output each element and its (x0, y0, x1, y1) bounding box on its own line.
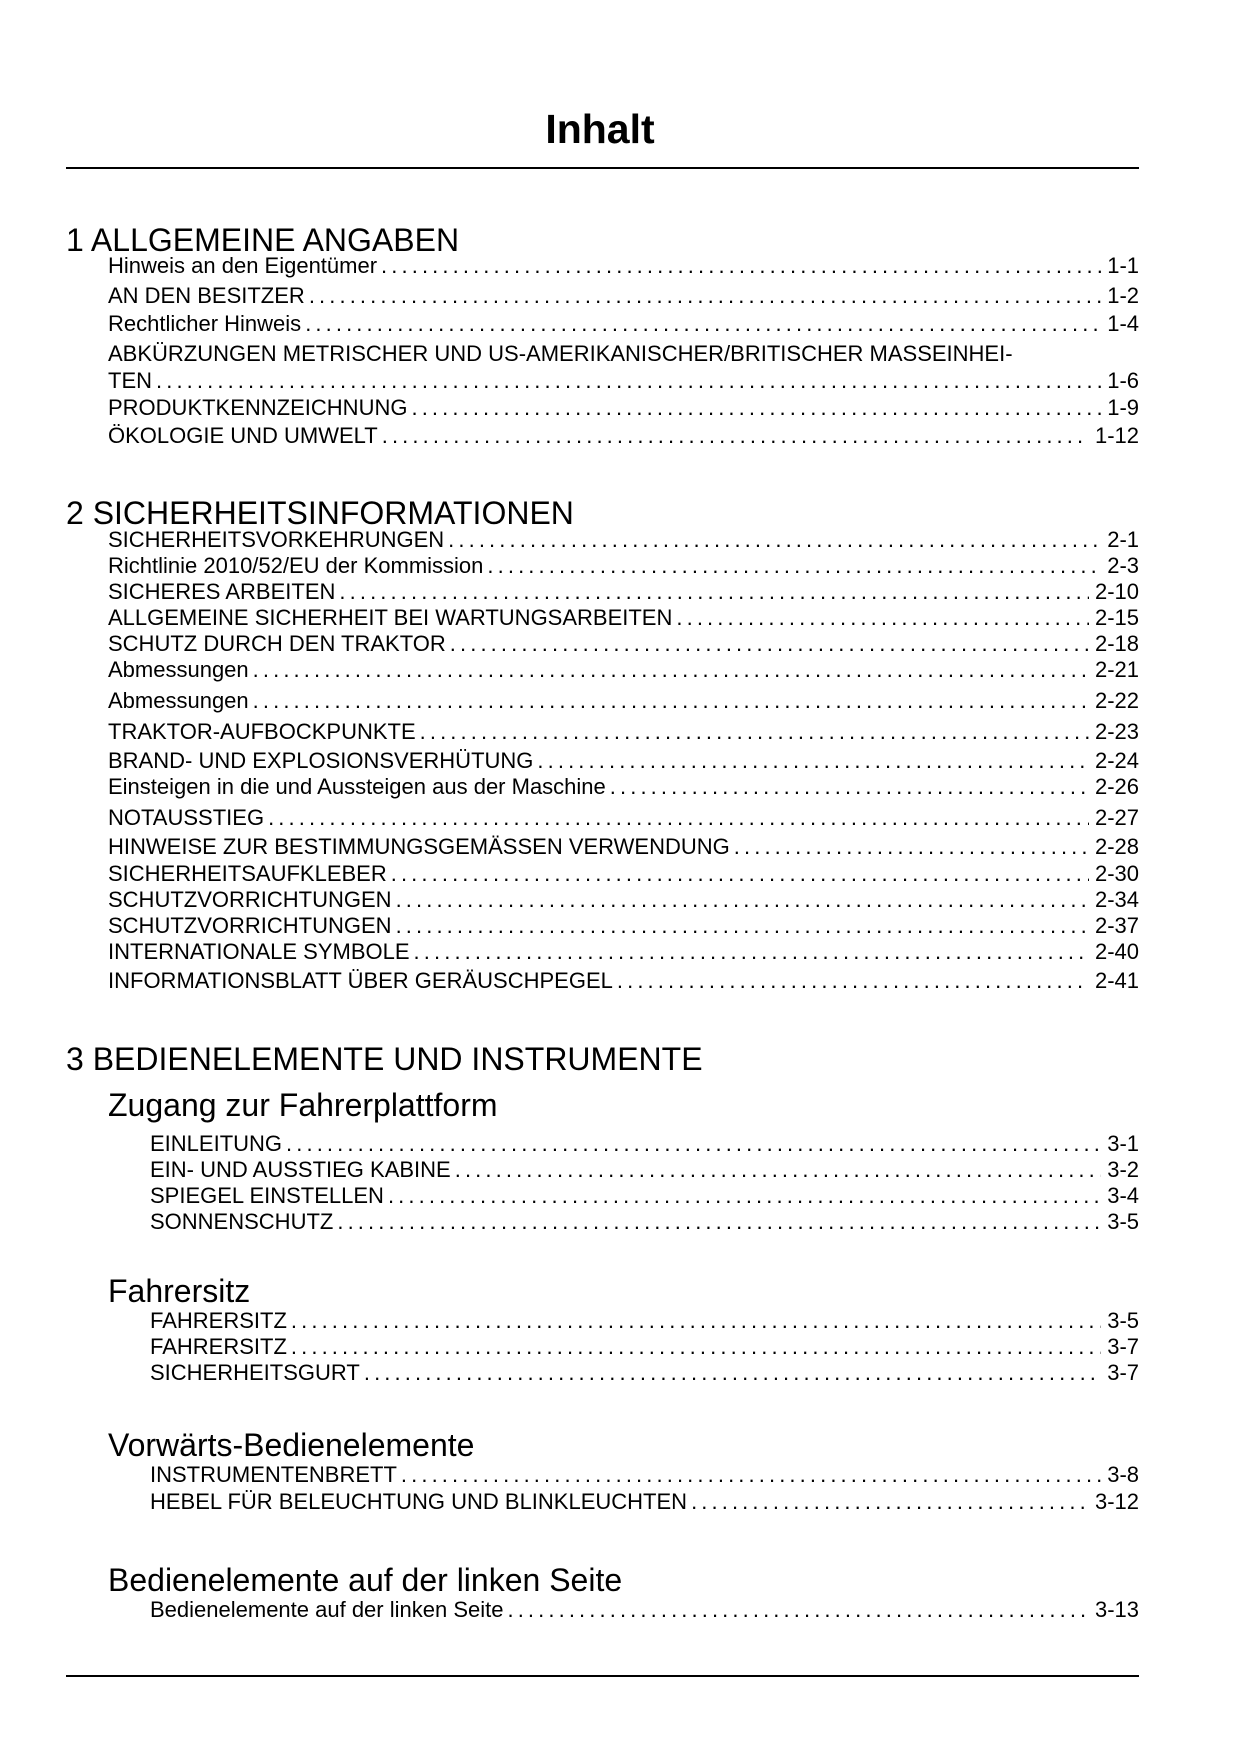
toc-entry-label: ÖKOLOGIE UND UMWELT (108, 423, 378, 448)
toc-entry-page: 3-5 (1107, 1209, 1139, 1234)
toc-entry-page: 3-13 (1094, 1597, 1139, 1622)
toc-entry-page: 2-27 (1094, 805, 1139, 830)
toc-entry-page: 2-21 (1094, 657, 1139, 682)
toc-entry[interactable] (108, 253, 1139, 279)
toc-entry-page: 3-7 (1107, 1334, 1139, 1359)
toc-entry-label: INTERNATIONALE SYMBOLE (108, 939, 410, 964)
toc-entry[interactable] (108, 368, 1139, 394)
toc-entry-page: 1-12 (1094, 423, 1139, 448)
bottom-divider (66, 1675, 1139, 1677)
toc-entry[interactable] (108, 527, 1139, 553)
toc-entry-page: 2-28 (1094, 834, 1139, 859)
toc-entry[interactable] (150, 1360, 1139, 1386)
toc-entry-label: HINWEISE ZUR BESTIMMUNGSGEMÄSSEN VERWENDUNG (108, 834, 730, 859)
toc-entry[interactable] (108, 605, 1139, 631)
dot-leader (420, 719, 1089, 745)
toc-entry-label: SICHERHEITSGURT (150, 1360, 360, 1385)
toc-entry[interactable] (150, 1597, 1139, 1623)
toc-entry[interactable] (108, 688, 1139, 714)
dot-leader (286, 1131, 1101, 1157)
toc-entry[interactable] (108, 311, 1139, 337)
toc-entry-page: 2-30 (1094, 861, 1139, 886)
dot-leader (253, 688, 1089, 714)
dot-leader (734, 834, 1089, 860)
dot-leader (156, 368, 1101, 394)
toc-entry[interactable] (108, 834, 1139, 860)
toc-entry-label: FAHRERSITZ (150, 1308, 287, 1333)
dot-leader (339, 579, 1089, 605)
toc-entry-label: Rechtlicher Hinweis (108, 311, 302, 336)
top-divider (66, 167, 1139, 169)
dot-leader (253, 657, 1089, 683)
toc-entry[interactable] (150, 1308, 1139, 1334)
toc-entry[interactable] (150, 1157, 1139, 1183)
dot-leader (388, 1183, 1101, 1209)
toc-entry[interactable] (108, 553, 1139, 579)
toc-entry-label: Bedienelemente auf der linken Seite (150, 1597, 504, 1622)
toc-entry-label: Einsteigen in die und Aussteigen aus der Maschine (108, 774, 606, 799)
dot-leader (396, 887, 1089, 913)
dot-leader (396, 913, 1089, 939)
toc-entry-label: SONNENSCHUTZ (150, 1209, 334, 1234)
dot-leader (337, 1209, 1101, 1235)
toc-entry-label: SICHERHEITSVORKEHRUNGEN (108, 527, 445, 552)
section-heading: Zugang zur Fahrerplattform (108, 1087, 498, 1123)
page-title: Inhalt (545, 106, 655, 152)
toc-entry[interactable] (108, 631, 1139, 657)
dot-leader (537, 748, 1089, 774)
toc-entry[interactable] (150, 1462, 1139, 1488)
toc-entry-label: SCHUTZVORRICHTUNGEN (108, 913, 392, 938)
toc-entry-label: EIN- UND AUSSTIEG KABINE (150, 1157, 451, 1182)
toc-entry-label: FAHRERSITZ (150, 1334, 287, 1359)
toc-entry-label: Abmessungen (108, 688, 249, 713)
toc-entry[interactable] (108, 579, 1139, 605)
dot-leader (411, 395, 1101, 421)
dot-leader (448, 527, 1101, 553)
toc-entry-label: HEBEL FÜR BELEUCHTUNG UND BLINKLEUCHTEN (150, 1489, 688, 1514)
toc-entry-page: 3-5 (1107, 1308, 1139, 1333)
toc-entry-label: SICHERHEITSAUFKLEBER (108, 861, 387, 886)
toc-entry-label: Hinweis an den Eigentümer (108, 253, 378, 278)
toc-entry-page: 1-9 (1107, 395, 1139, 420)
toc-entry[interactable] (108, 805, 1139, 831)
toc-entry-page: 3-7 (1107, 1360, 1139, 1385)
dot-leader (382, 423, 1089, 449)
toc-entry-page: 1-4 (1107, 311, 1139, 336)
dot-leader (487, 553, 1101, 579)
toc-entry-page: 2-1 (1107, 527, 1139, 552)
toc-entry[interactable] (108, 283, 1139, 309)
chapter-heading-3: 3 BEDIENELEMENTE UND INSTRUMENTE (66, 1041, 703, 1077)
toc-entry-page: 2-3 (1107, 553, 1139, 578)
dot-leader (450, 631, 1089, 657)
toc-entry-page: 2-22 (1094, 688, 1139, 713)
toc-entry-label: TRAKTOR-AUFBOCKPUNKTE (108, 719, 416, 744)
dot-leader (291, 1308, 1101, 1334)
dot-leader (676, 605, 1089, 631)
section-heading: Fahrersitz (108, 1273, 251, 1309)
toc-entry-label: BRAND- UND EXPLOSIONSVERHÜTUNG (108, 748, 534, 773)
dot-leader (610, 774, 1089, 800)
toc-entry[interactable] (108, 748, 1139, 774)
dot-leader (381, 253, 1101, 279)
toc-entry[interactable] (108, 913, 1139, 939)
dot-leader (309, 283, 1101, 309)
toc-entry-page: 2-15 (1094, 605, 1139, 630)
dot-leader (617, 968, 1089, 994)
toc-entry-page: 3-8 (1107, 1462, 1139, 1487)
toc-entry[interactable] (108, 774, 1139, 800)
dot-leader (691, 1489, 1089, 1515)
toc-entry-page: 3-1 (1107, 1131, 1139, 1156)
toc-entry-page: 1-1 (1107, 253, 1139, 278)
dot-leader (507, 1597, 1088, 1623)
toc-entry-label: Richtlinie 2010/52/EU der Kommission (108, 553, 484, 578)
dot-leader (414, 939, 1089, 965)
toc-entry[interactable] (150, 1131, 1139, 1157)
toc-entry-page: 2-10 (1094, 579, 1139, 604)
dot-leader (291, 1334, 1101, 1360)
toc-entry-page: 1-6 (1107, 368, 1139, 393)
toc-entry[interactable] (108, 719, 1139, 745)
chapter-heading-1: 1 ALLGEMEINE ANGABEN (66, 222, 460, 258)
toc-entry[interactable] (108, 968, 1139, 994)
toc-entry[interactable] (150, 1489, 1139, 1515)
toc-entry-label: SCHUTZVORRICHTUNGEN (108, 887, 392, 912)
dot-leader (401, 1462, 1101, 1488)
dot-leader (268, 805, 1089, 831)
toc-entry-page: 3-2 (1107, 1157, 1139, 1182)
toc-entry-label: PRODUKTKENNZEICHNUNG (108, 395, 408, 420)
toc-entry[interactable] (108, 395, 1139, 421)
toc-entry[interactable] (150, 1209, 1139, 1235)
toc-entry[interactable] (108, 657, 1139, 683)
dot-leader (364, 1360, 1101, 1386)
toc-entry[interactable] (108, 887, 1139, 913)
toc-entry[interactable] (150, 1183, 1139, 1209)
toc-entry-label: INSTRUMENTENBRETT (150, 1462, 397, 1487)
dot-leader (391, 861, 1089, 887)
toc-entry-label: Abmessungen (108, 657, 249, 682)
toc-entry-label-line1[interactable]: ABKÜRZUNGEN METRISCHER UND US-AMERIKANISCHER/BRITISCHER MASSEINHEI- (108, 341, 1013, 366)
toc-entry[interactable] (150, 1334, 1139, 1360)
toc-entry-page: 2-41 (1094, 968, 1139, 993)
toc-entry[interactable] (108, 939, 1139, 965)
toc-entry[interactable] (108, 423, 1139, 449)
toc-entry-page: 3-4 (1107, 1183, 1139, 1208)
toc-entry[interactable] (108, 861, 1139, 887)
toc-entry-label: ALLGEMEINE SICHERHEIT BEI WARTUNGSARBEITEN (108, 605, 673, 630)
toc-entry-label: AN DEN BESITZER (108, 283, 305, 308)
toc-entry-page: 2-24 (1094, 748, 1139, 773)
dot-leader (305, 311, 1101, 337)
toc-entry-page: 2-23 (1094, 719, 1139, 744)
dot-leader (455, 1157, 1101, 1183)
toc-entry-page: 1-2 (1107, 283, 1139, 308)
toc-entry-page: 2-40 (1094, 939, 1139, 964)
toc-entry-label: NOTAUSSTIEG (108, 805, 265, 830)
toc-entry-page: 2-26 (1094, 774, 1139, 799)
section-heading: Vorwärts-Bedienelemente (108, 1427, 475, 1463)
toc-entry-page: 2-37 (1094, 913, 1139, 938)
toc-entry-label: TEN (108, 368, 152, 393)
chapter-heading-2: 2 SICHERHEITSINFORMATIONEN (66, 495, 574, 531)
toc-entry-label: EINLEITUNG (150, 1131, 283, 1156)
section-heading: Bedienelemente auf der linken Seite (108, 1562, 623, 1598)
toc-entry-label: SPIEGEL EINSTELLEN (150, 1183, 384, 1208)
toc-entry-label: SICHERES ARBEITEN (108, 579, 336, 604)
toc-entry-label: SCHUTZ DURCH DEN TRAKTOR (108, 631, 446, 656)
toc-entry-page: 2-34 (1094, 887, 1139, 912)
toc-entry-page: 2-18 (1094, 631, 1139, 656)
toc-entry-page: 3-12 (1094, 1489, 1139, 1514)
toc-entry-label: INFORMATIONSBLATT ÜBER GERÄUSCHPEGEL (108, 968, 613, 993)
